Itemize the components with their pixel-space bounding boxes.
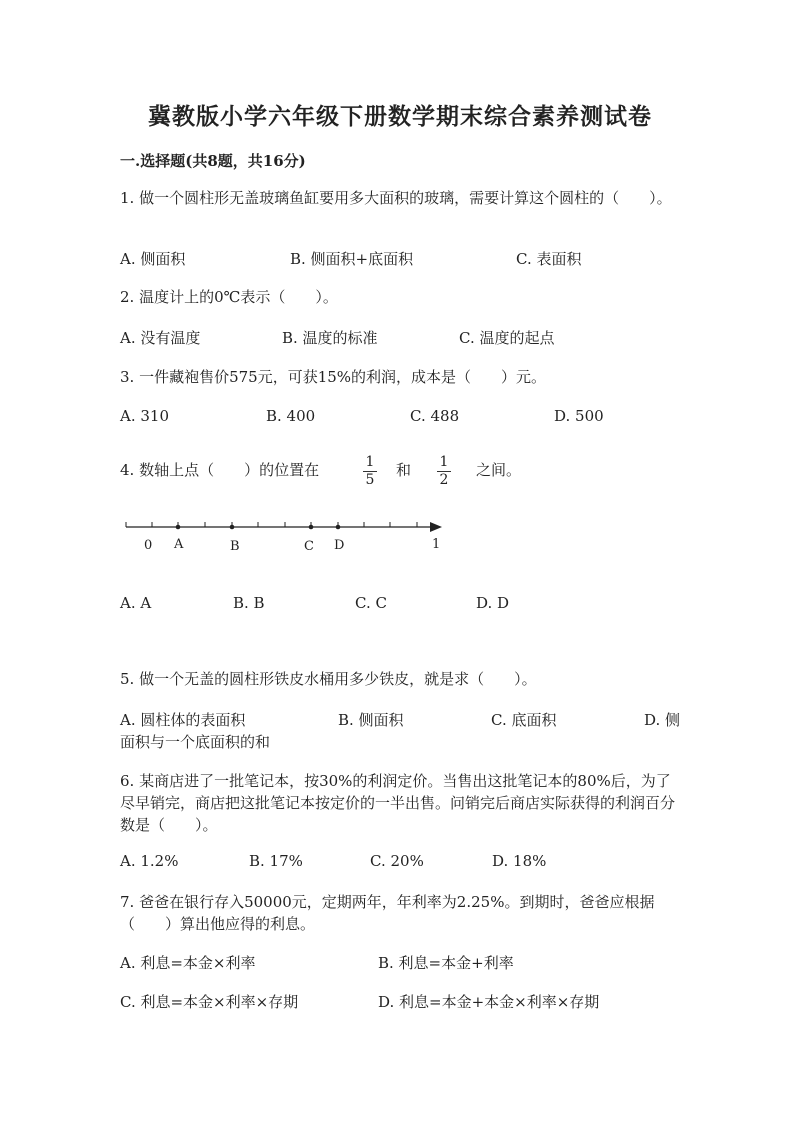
question-7: 7. 爸爸在银行存入50000元，定期两年，年利率为2.25%。到期时，爸爸应根据（ ）算出他应得的利息。: [120, 893, 655, 933]
question-6: 6. 某商店进了一批笔记本，按30%的利润定价。当售出这批笔记本的80%后，为了尽早销完，商店把这批笔记本按定价的一半出售。问销完后商店实际获得的利润百分数是（ ）。: [120, 772, 676, 834]
option-c[interactable]: C. 底面积: [491, 711, 557, 729]
option-c[interactable]: C. C: [355, 594, 387, 612]
question-4: [120, 459, 700, 481]
option-b[interactable]: B. 温度的标准: [282, 329, 378, 347]
number-line-arrow-icon: [430, 522, 442, 532]
option-c[interactable]: C. 利息=本金×利率×存期: [120, 993, 299, 1011]
fraction-denominator: 5: [365, 472, 375, 488]
label-a: A: [174, 537, 184, 552]
question-2-options: [120, 327, 700, 349]
point-b-dot: [230, 525, 235, 530]
option-d[interactable]: D. 18%: [492, 852, 547, 870]
option-c[interactable]: C. 20%: [370, 852, 424, 870]
question-4-text-b: 和: [396, 461, 412, 479]
question-1: 1. 做一个圆柱形无盖玻璃鱼缸要用多大面积的玻璃，需要计算这个圆柱的（ ）。: [120, 189, 672, 207]
option-b[interactable]: B. 侧面积: [338, 711, 404, 729]
option-d[interactable]: D. 500: [554, 407, 604, 425]
fraction-one-fifth: [363, 455, 377, 488]
label-c: C: [304, 539, 314, 554]
question-5-options: [120, 709, 700, 731]
option-b[interactable]: B. 400: [266, 407, 316, 425]
number-line: [122, 512, 452, 557]
option-a[interactable]: A. 没有温度: [120, 329, 201, 347]
fraction-numerator: 1: [439, 454, 449, 470]
question-4-options: [120, 594, 700, 616]
option-b[interactable]: B. 17%: [249, 852, 303, 870]
option-c[interactable]: C. 488: [410, 407, 460, 425]
fraction-denominator: 2: [439, 472, 449, 488]
option-c[interactable]: C. 表面积: [516, 250, 582, 268]
question-4-text-a: 4. 数轴上点（ ）的位置在: [120, 461, 320, 479]
fraction-numerator: 1: [365, 454, 375, 470]
option-b[interactable]: B. 侧面积+底面积: [290, 250, 414, 268]
option-c[interactable]: C. 温度的起点: [459, 329, 555, 347]
point-a-dot: [176, 525, 181, 530]
option-d[interactable]: D. 侧: [644, 711, 681, 729]
label-one: 1: [432, 537, 441, 552]
fraction-one-half: [437, 455, 451, 488]
option-a[interactable]: A. 1.2%: [120, 852, 179, 870]
section-heading: 一.选择题(共8题，共16分): [120, 152, 306, 170]
page-title: 冀教版小学六年级下册数学期末综合素养测试卷: [148, 103, 652, 130]
option-b[interactable]: B. 利息=本金+利率: [378, 954, 514, 972]
option-a[interactable]: A. 侧面积: [120, 250, 186, 268]
label-zero: 0: [144, 538, 153, 553]
option-d[interactable]: D. 利息=本金+本金×利率×存期: [378, 993, 600, 1011]
option-a[interactable]: A. 利息=本金×利率: [120, 954, 256, 972]
option-b[interactable]: B. B: [233, 594, 265, 612]
question-7-options-row1: [120, 952, 700, 974]
question-4-text-c: 之间。: [476, 461, 522, 479]
label-b: B: [230, 539, 240, 554]
question-5: 5. 做一个无盖的圆柱形铁皮水桶用多少铁皮，就是求（ ）。: [120, 670, 537, 688]
question-3-options: [120, 407, 700, 429]
question-1-options: [120, 248, 700, 270]
point-d-dot: [336, 525, 341, 530]
point-c-dot: [309, 525, 314, 530]
question-3: 3. 一件藏袍售价575元，可获15%的利润，成本是（ ）元。: [120, 368, 547, 386]
question-7-options-row2: [120, 991, 700, 1013]
question-2: 2. 温度计上的0℃表示（ ）。: [120, 288, 338, 306]
option-d-continuation: 面积与一个底面积的和: [120, 733, 271, 751]
option-a[interactable]: A. 310: [120, 407, 169, 425]
question-6-options: [120, 852, 700, 874]
label-d: D: [334, 538, 345, 553]
option-a[interactable]: A. A: [120, 594, 152, 612]
option-d[interactable]: D. D: [476, 594, 510, 612]
option-a[interactable]: A. 圆柱体的表面积: [120, 711, 246, 729]
